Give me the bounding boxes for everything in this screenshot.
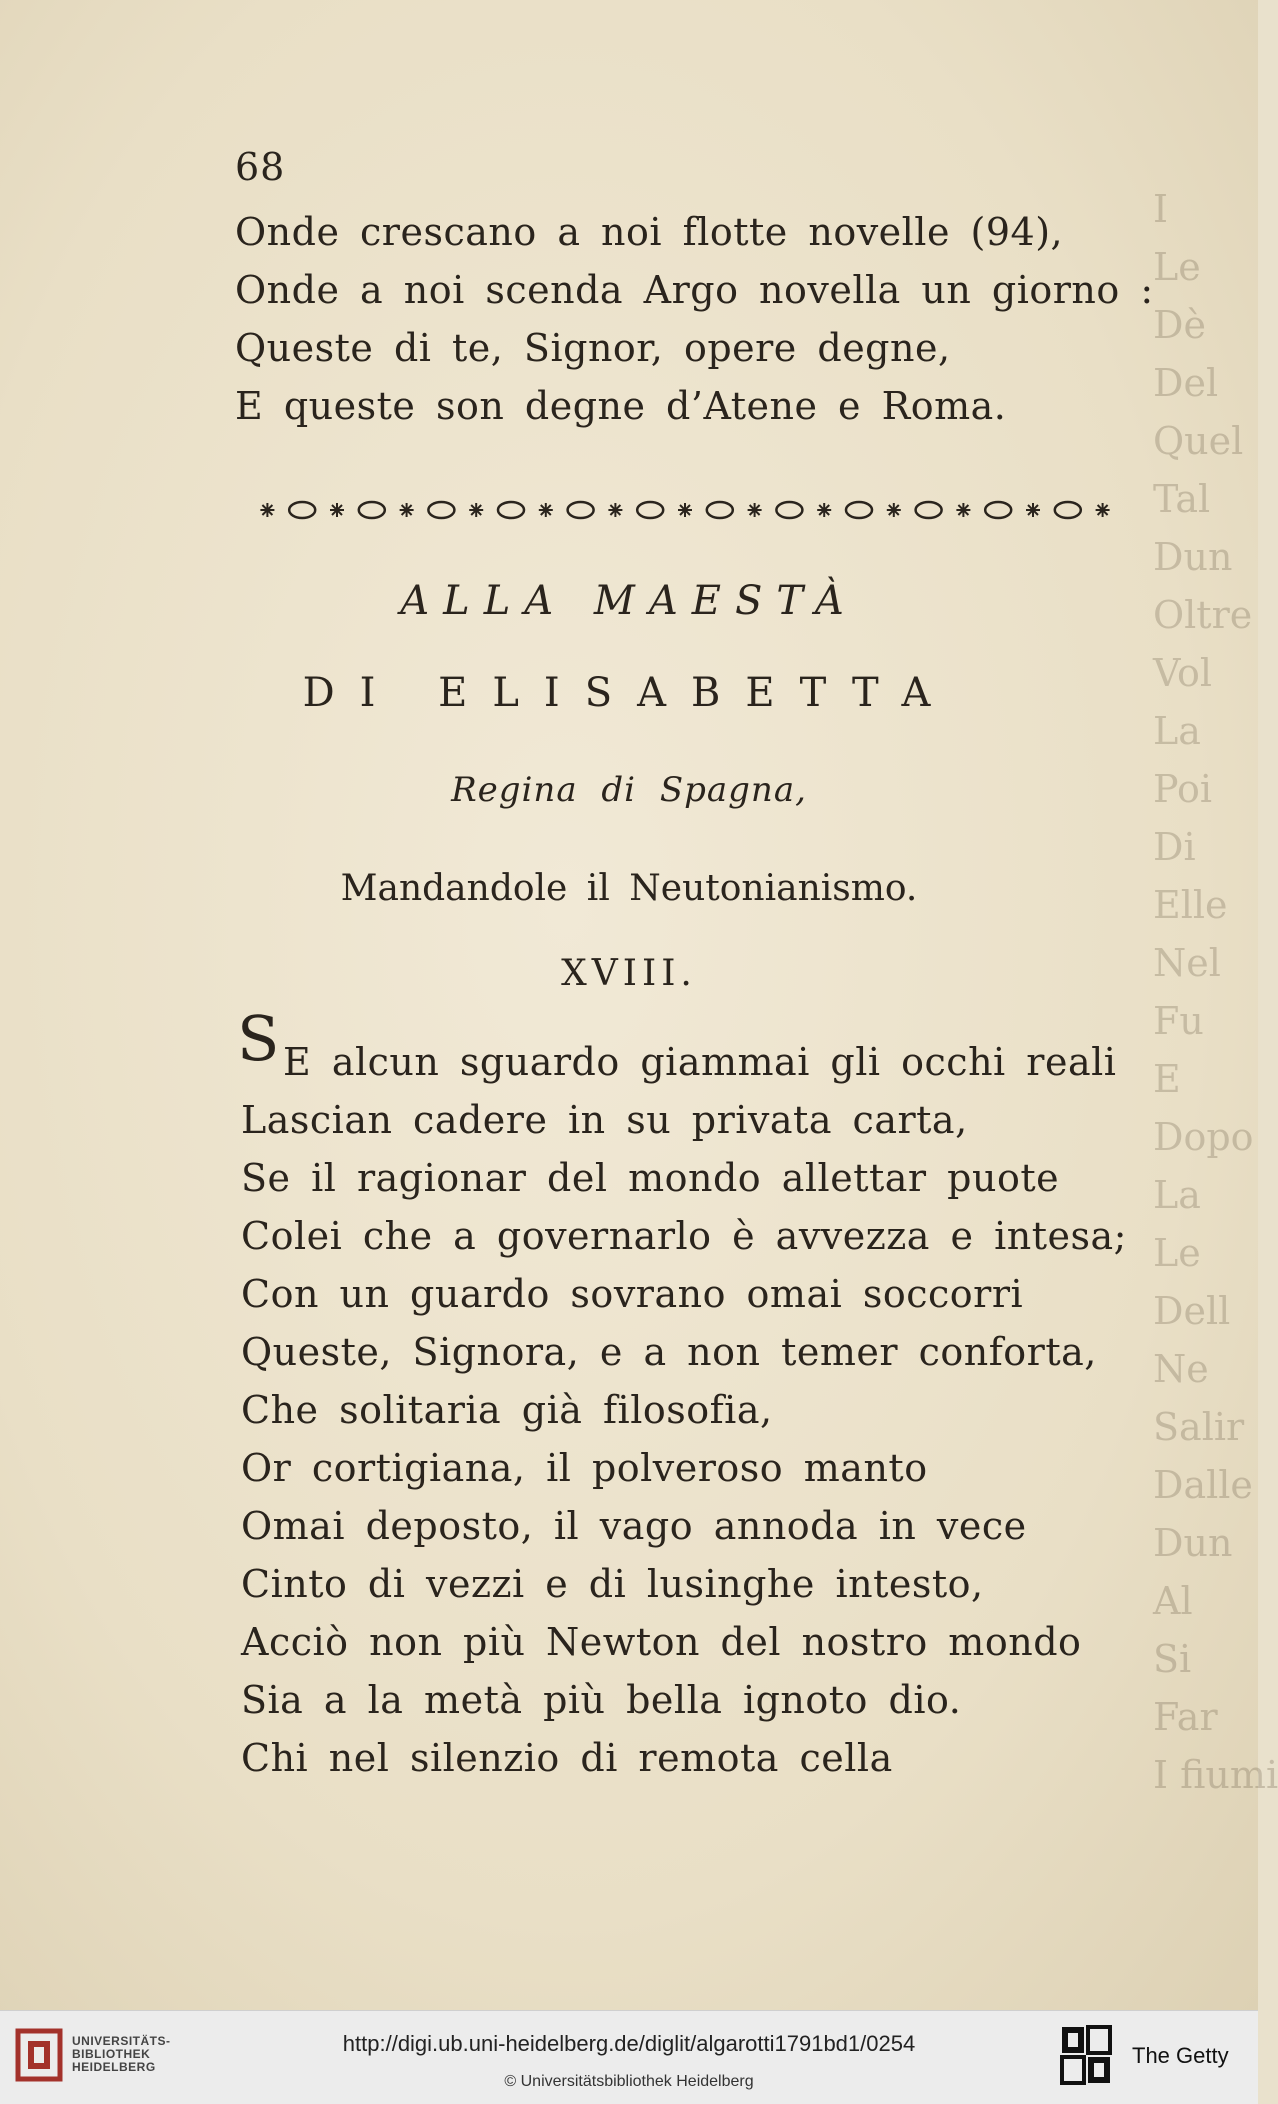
heading-subtitle: Mandandole il Neutonianismo. — [340, 868, 918, 909]
stanza-line: Onde crescano a noi flotte novelle (94), — [235, 210, 1064, 254]
ornament-star — [400, 503, 414, 517]
poem-line: Lascian cadere in su privata carta, — [241, 1098, 968, 1142]
bleed-through-line: Al — [1153, 1579, 1193, 1623]
ornament-star — [887, 503, 901, 517]
bleed-through-line: I fiumi — [1153, 1753, 1278, 1797]
stanza-line: Onde a noi scenda Argo novella un giorno : — [235, 268, 1154, 312]
institution-line: BIBLIOTHEK — [72, 2047, 151, 2061]
ornament-oval — [985, 502, 1011, 518]
ornament-star — [1026, 503, 1040, 517]
bleed-through-line: Dopo — [1153, 1115, 1254, 1159]
ornament-star — [678, 503, 692, 517]
ornament-star — [1096, 503, 1110, 517]
bleed-through-line: La — [1153, 1173, 1201, 1217]
getty-logo-icon[interactable] — [1060, 2025, 1112, 2085]
stanza-line: Queste di te, Signor, opere degne, — [235, 326, 951, 370]
ornament-oval — [637, 502, 663, 518]
bleed-through-line: Dell — [1153, 1289, 1231, 1333]
ornament-star — [330, 503, 344, 517]
ornament-star — [260, 503, 274, 517]
ornament-oval — [776, 502, 802, 518]
poem-line: Cinto di vezzi e di lusinghe intesto, — [241, 1562, 984, 1606]
bleed-through-line: E — [1153, 1057, 1181, 1101]
bleed-through-line: La — [1153, 709, 1201, 753]
viewer-footer — [0, 2010, 1258, 2104]
bleed-through-line: Elle — [1153, 883, 1228, 927]
copyright-notice: © Universitätsbibliothek Heidelberg — [504, 2073, 754, 2090]
poem-numeral: XVIII. — [561, 953, 697, 994]
bleed-through-line: Dè — [1153, 303, 1206, 347]
poem-line: Omai deposto, il vago annoda in vece — [241, 1504, 1027, 1548]
poem-line: Con un guardo sovrano omai soccorri — [241, 1272, 1024, 1316]
ornament-star — [817, 503, 831, 517]
poem-line: Or cortigiana, il polveroso manto — [241, 1446, 928, 1490]
bleed-through-line: Le — [1153, 1231, 1201, 1275]
poem-line: Colei che a governarlo è avvezza e intesa; — [241, 1214, 1127, 1258]
bleed-through-line: Nel — [1153, 941, 1221, 985]
permalink-url[interactable]: http://digi.ub.uni-heidelberg.de/diglit/algarotti1791bd1/0254 — [342, 2031, 916, 2056]
ornament-oval — [846, 502, 872, 518]
heading-dedication: ALLA MAESTÀ — [400, 578, 858, 624]
bleed-through-line: Tal — [1153, 477, 1211, 521]
bleed-through-line: I — [1153, 187, 1169, 231]
ornament-star — [469, 503, 483, 517]
poem-line: Queste, Signora, e a non temer conforta, — [241, 1330, 1097, 1374]
ornament-star — [608, 503, 622, 517]
poem-line: Sia a la metà più bella ignoto dio. — [241, 1678, 962, 1722]
ornament-oval — [289, 502, 315, 518]
institution-line: UNIVERSITÄTS- — [72, 2034, 171, 2048]
bleed-through-line: Del — [1153, 361, 1219, 405]
bleed-through-line: Ne — [1153, 1347, 1209, 1391]
bleed-through-line: Dalle — [1153, 1463, 1253, 1507]
ornament-oval — [1055, 502, 1081, 518]
bleed-through-line: Oltre — [1153, 593, 1253, 637]
poem-line: Se il ragionar del mondo allettar puote — [241, 1156, 1060, 1200]
ornament-star — [748, 503, 762, 517]
bleed-through-line: Fu — [1153, 999, 1204, 1043]
drop-cap: S — [237, 1002, 280, 1075]
bleed-through-line: Si — [1153, 1637, 1192, 1681]
bleed-through-line: Dun — [1153, 1521, 1233, 1565]
bleed-through-line: Quel — [1153, 419, 1244, 463]
ornament-star — [539, 503, 553, 517]
poem-line: Che solitaria già filosofia, — [241, 1388, 773, 1432]
heading-recipient: DI ELISABETTA — [302, 670, 956, 716]
ornament-oval — [707, 502, 733, 518]
bleed-through-line: Dun — [1153, 535, 1233, 579]
bleed-through-line: Vol — [1153, 651, 1212, 695]
ornament-oval — [916, 502, 942, 518]
stanza-line: E queste son degne d’Atene e Roma. — [235, 384, 1007, 428]
institution-line: HEIDELBERG — [72, 2060, 156, 2074]
poem-first-line: E alcun sguardo giammai gli occhi reali — [283, 1040, 1117, 1084]
bleed-through-line: Di — [1153, 825, 1196, 869]
poem-line: Acciò non più Newton del nostro mondo — [241, 1620, 1082, 1664]
bleed-through-line: Le — [1153, 245, 1201, 289]
bleed-through-line: Far — [1153, 1695, 1218, 1739]
bleed-through-line: Salir — [1153, 1405, 1245, 1449]
partner-name: The Getty — [1132, 2043, 1229, 2068]
ornament-oval — [428, 502, 454, 518]
ornamental-divider — [250, 493, 1120, 527]
bleed-through-line: Poi — [1153, 767, 1213, 811]
ornament-oval — [498, 502, 524, 518]
page-number: 68 — [235, 145, 286, 189]
poem-line: Chi nel silenzio di remota cella — [241, 1736, 893, 1780]
ornament-star — [956, 503, 970, 517]
ornament-oval — [568, 502, 594, 518]
ornament-oval — [359, 502, 385, 518]
heading-title: Regina di Spagna, — [451, 770, 807, 810]
